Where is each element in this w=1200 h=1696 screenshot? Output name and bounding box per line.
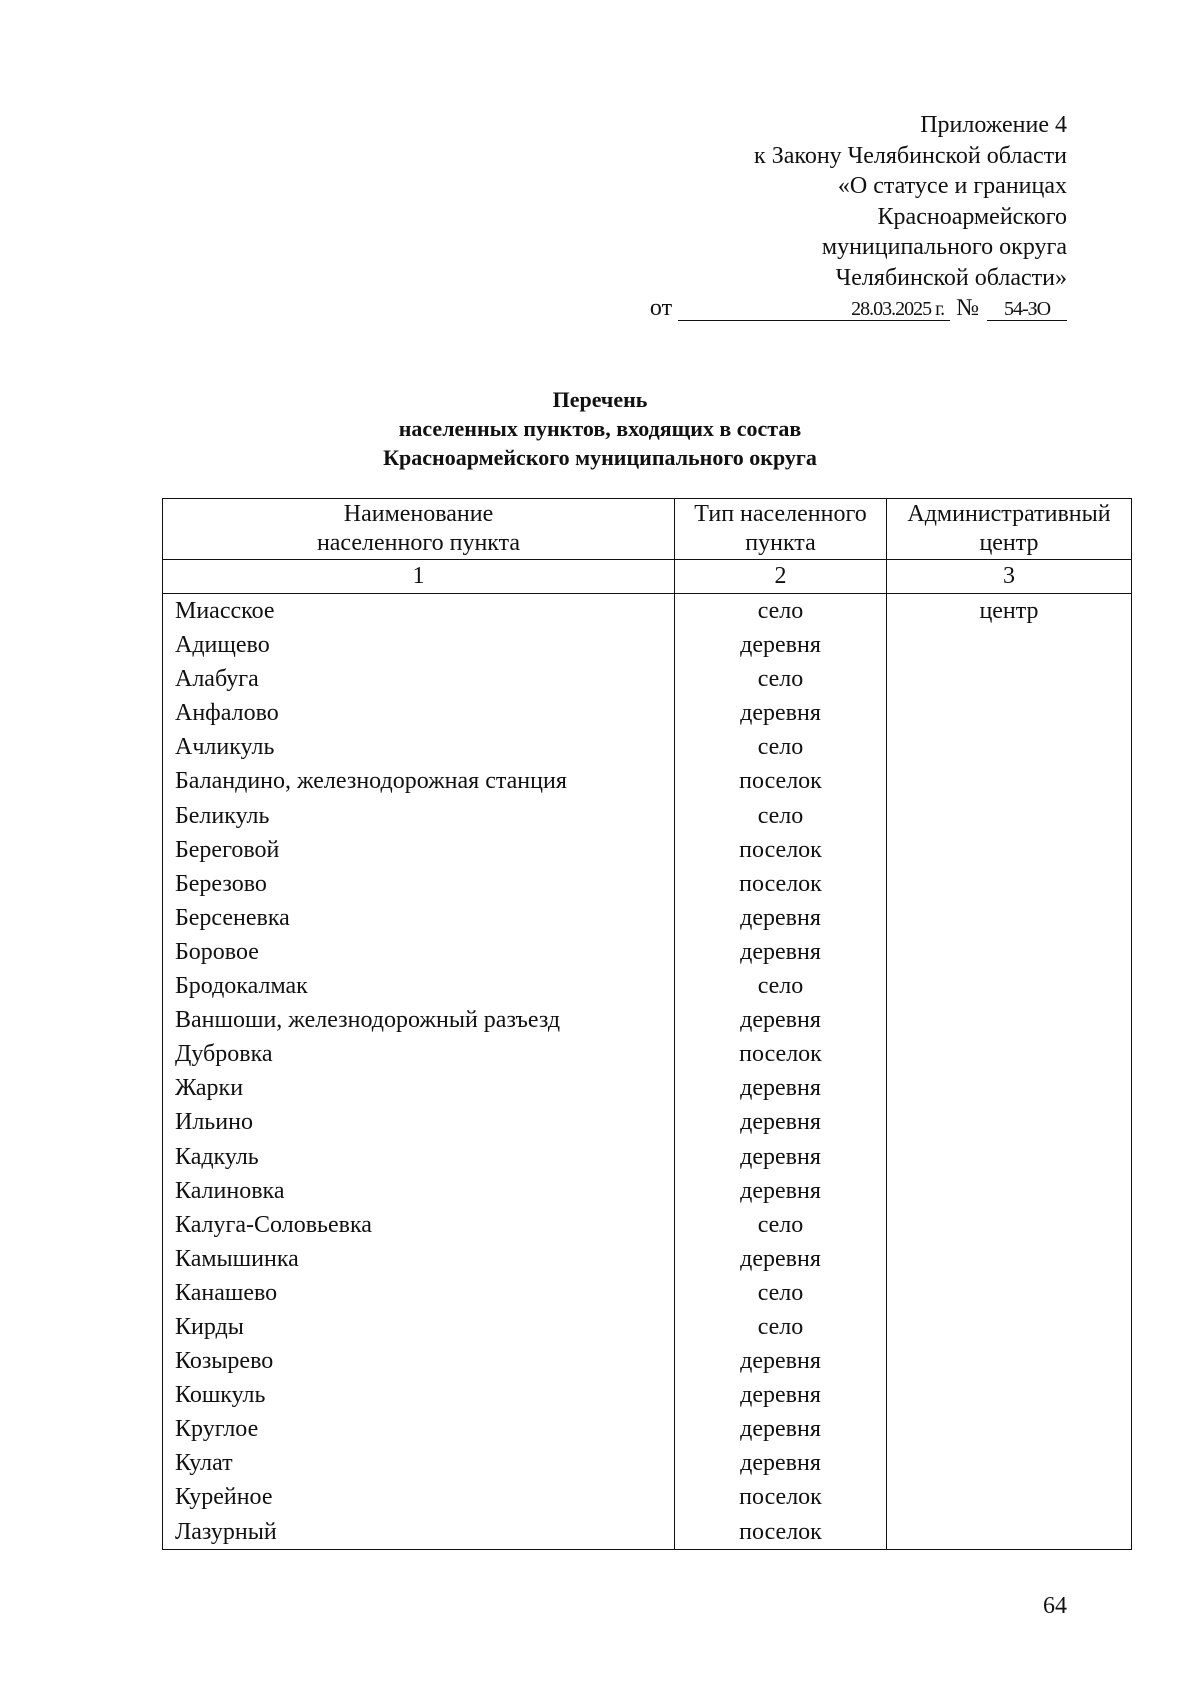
settlement-name: Березово — [163, 867, 675, 901]
settlement-name: Курейное — [163, 1480, 675, 1514]
settlement-type: деревня — [675, 696, 887, 730]
header-name: Наименование населенного пункта — [163, 499, 675, 560]
column-number: 2 — [675, 560, 887, 594]
admin-center — [887, 1208, 1132, 1242]
settlement-name: Адищево — [163, 628, 675, 662]
settlement-type: деревня — [675, 1446, 887, 1480]
table-row — [163, 1003, 1132, 1037]
settlement-type: село — [675, 662, 887, 696]
table-row — [163, 1105, 1132, 1139]
law-number: 54-ЗО — [987, 298, 1067, 321]
table-row — [163, 1446, 1132, 1480]
table-row — [163, 901, 1132, 935]
settlement-type: деревня — [675, 1003, 887, 1037]
header-type: Тип населенного пункта — [675, 499, 887, 560]
table-row — [163, 1412, 1132, 1446]
settlement-type: село — [675, 1310, 887, 1344]
appendix-law-ref: к Закону Челябинской области — [754, 142, 1067, 169]
settlement-name: Ваншоши, железнодорожный разъезд — [163, 1003, 675, 1037]
table-row — [163, 1310, 1132, 1344]
title-line-3: Красноармейского муниципального округа — [383, 445, 817, 470]
settlement-type: деревня — [675, 901, 887, 935]
appendix-law-name-3: муниципального округа — [821, 234, 1067, 260]
table-row — [163, 1071, 1132, 1105]
table-row — [163, 764, 1132, 798]
settlement-type: деревня — [675, 1378, 887, 1412]
table-row — [163, 730, 1132, 764]
admin-center — [887, 1242, 1132, 1276]
table-row — [163, 594, 1132, 629]
appendix-date-line — [547, 293, 1067, 324]
settlement-type: село — [675, 1276, 887, 1310]
page-number: 64 — [1043, 1593, 1067, 1619]
column-number-row — [163, 560, 1132, 594]
table-row — [163, 662, 1132, 696]
settlement-name: Калуга-Соловьевка — [163, 1208, 675, 1242]
settlement-type: деревня — [675, 1140, 887, 1174]
settlement-name: Лазурный — [163, 1515, 675, 1550]
title-line-2: населенных пунктов, входящих в состав — [398, 416, 802, 441]
admin-center — [887, 1140, 1132, 1174]
settlement-name: Кадкуль — [163, 1140, 675, 1174]
settlement-type: деревня — [675, 628, 887, 662]
admin-center — [887, 764, 1132, 798]
admin-center — [887, 1480, 1132, 1514]
table-row — [163, 1480, 1132, 1514]
document-title — [0, 385, 1200, 472]
admin-center — [887, 1174, 1132, 1208]
table-row — [163, 1344, 1132, 1378]
table-row — [163, 1208, 1132, 1242]
settlement-type: село — [675, 799, 887, 833]
admin-center — [887, 696, 1132, 730]
table-row — [163, 833, 1132, 867]
admin-center — [887, 1071, 1132, 1105]
settlement-type: поселок — [675, 867, 887, 901]
admin-center — [887, 867, 1132, 901]
settlement-name: Кулат — [163, 1446, 675, 1480]
settlement-name: Анфалово — [163, 696, 675, 730]
settlement-name: Береговой — [163, 833, 675, 867]
table-header-row — [163, 499, 1132, 560]
settlement-type: поселок — [675, 764, 887, 798]
admin-center — [887, 1378, 1132, 1412]
settlements-table — [162, 498, 1132, 1550]
settlement-name: Жарки — [163, 1071, 675, 1105]
appendix-title: Приложение 4 — [920, 112, 1067, 138]
settlement-name: Кошкуль — [163, 1378, 675, 1412]
settlement-type: село — [675, 730, 887, 764]
table-row — [163, 1378, 1132, 1412]
column-number: 3 — [887, 560, 1132, 594]
settlement-name: Бродокалмак — [163, 969, 675, 1003]
date-prefix: от — [649, 295, 673, 321]
settlement-name: Дубровка — [163, 1037, 675, 1071]
admin-center — [887, 833, 1132, 867]
table-row — [163, 969, 1132, 1003]
admin-center — [887, 730, 1132, 764]
table-row — [163, 1515, 1132, 1550]
admin-center — [887, 1310, 1132, 1344]
settlement-type: деревня — [675, 1242, 887, 1276]
admin-center — [887, 1037, 1132, 1071]
settlement-type: деревня — [675, 1412, 887, 1446]
number-prefix: № — [956, 295, 979, 321]
settlement-type: поселок — [675, 1480, 887, 1514]
admin-center — [887, 799, 1132, 833]
table-row — [163, 696, 1132, 730]
settlement-name: Канашево — [163, 1276, 675, 1310]
admin-center — [887, 1276, 1132, 1310]
admin-center — [887, 662, 1132, 696]
table-row — [163, 628, 1132, 662]
settlement-name: Баландино, железнодорожная станция — [163, 764, 675, 798]
header-center: Административный центр — [887, 499, 1132, 560]
settlement-name: Боровое — [163, 935, 675, 969]
title-line-1: Перечень — [552, 387, 648, 412]
table-row — [163, 867, 1132, 901]
settlement-name: Калиновка — [163, 1174, 675, 1208]
settlement-type: село — [675, 594, 887, 629]
table-row — [163, 1242, 1132, 1276]
admin-center — [887, 1446, 1132, 1480]
settlement-name: Беликуль — [163, 799, 675, 833]
settlement-type: деревня — [675, 1105, 887, 1139]
settlement-type: деревня — [675, 1071, 887, 1105]
settlement-name: Кирды — [163, 1310, 675, 1344]
settlement-type: поселок — [675, 1037, 887, 1071]
settlement-name: Алабуга — [163, 662, 675, 696]
settlement-type: поселок — [675, 833, 887, 867]
law-date: 28.03.2025 г. — [678, 298, 950, 321]
admin-center — [887, 1344, 1132, 1378]
table-row — [163, 1174, 1132, 1208]
table-body — [163, 594, 1132, 1550]
admin-center — [887, 1003, 1132, 1037]
admin-center: центр — [887, 594, 1132, 629]
table-row — [163, 935, 1132, 969]
settlement-type: поселок — [675, 1515, 887, 1550]
settlement-name: Миасское — [163, 594, 675, 629]
column-number: 1 — [163, 560, 675, 594]
admin-center — [887, 628, 1132, 662]
admin-center — [887, 1105, 1132, 1139]
settlement-name: Ачликуль — [163, 730, 675, 764]
appendix-law-name-4: Челябинской области» — [835, 264, 1067, 291]
settlement-type: деревня — [675, 1174, 887, 1208]
table-row — [163, 1276, 1132, 1310]
admin-center — [887, 935, 1132, 969]
admin-center — [887, 1412, 1132, 1446]
settlement-name: Козырево — [163, 1344, 675, 1378]
settlement-type: деревня — [675, 1344, 887, 1378]
settlement-name: Круглое — [163, 1412, 675, 1446]
settlement-name: Ильино — [163, 1105, 675, 1139]
admin-center — [887, 901, 1132, 935]
table-row — [163, 1140, 1132, 1174]
appendix-law-name-1: «О статусе и границах — [837, 173, 1067, 199]
settlement-type: деревня — [675, 935, 887, 969]
admin-center — [887, 969, 1132, 1003]
settlement-name: Камышинка — [163, 1242, 675, 1276]
table-row — [163, 799, 1132, 833]
table-row — [163, 1037, 1132, 1071]
appendix-block — [547, 110, 1067, 324]
settlement-type: село — [675, 1208, 887, 1242]
settlement-name: Берсеневка — [163, 901, 675, 935]
appendix-law-name-2: Красноармейского — [877, 203, 1067, 230]
settlement-type: село — [675, 969, 887, 1003]
admin-center — [887, 1515, 1132, 1550]
